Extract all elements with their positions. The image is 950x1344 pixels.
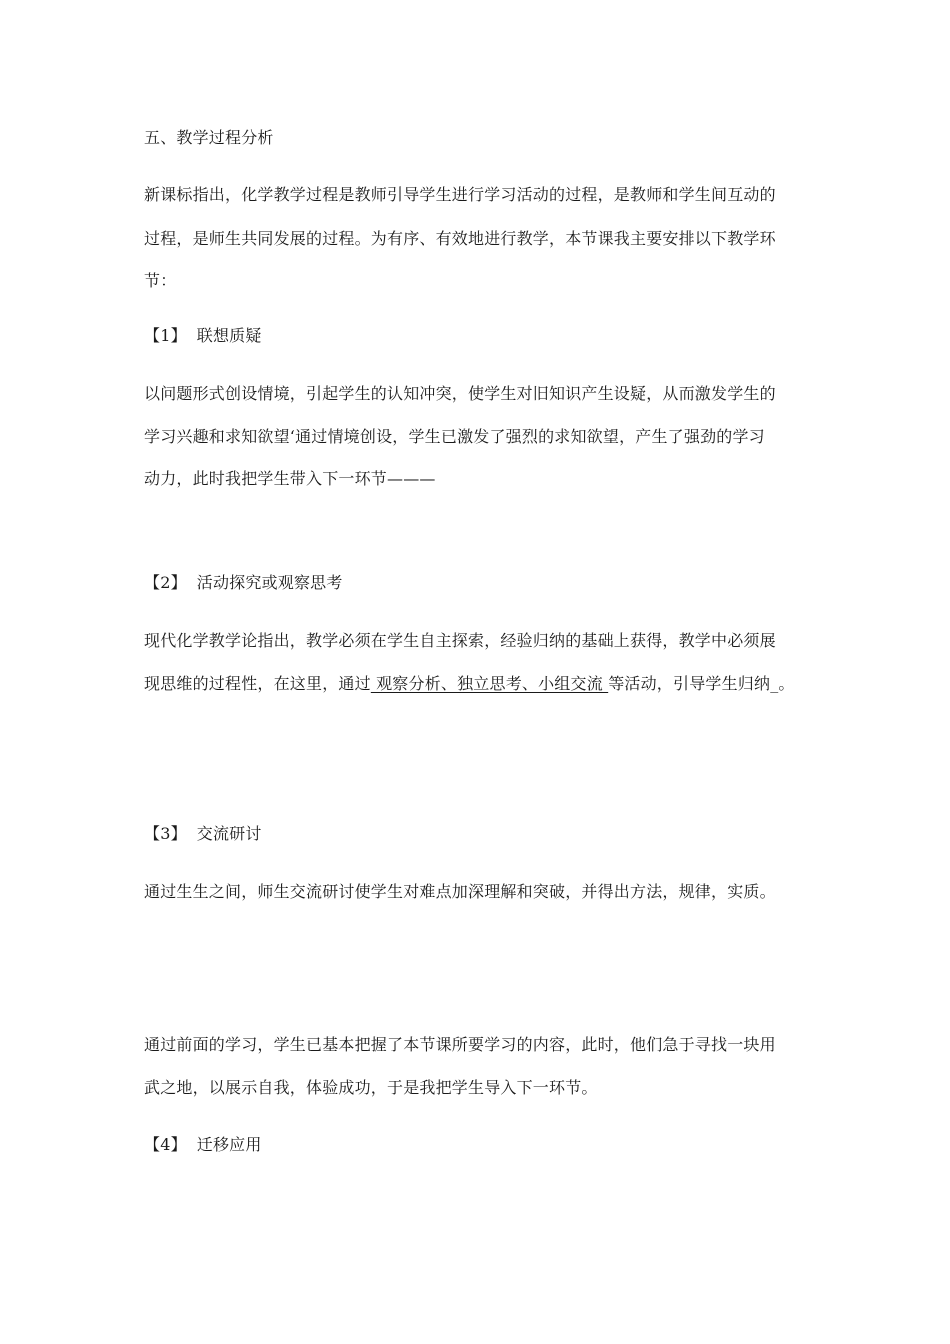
transition-line-1: 通过前面的学习，学生已基本把握了本节课所要学习的内容，此时，他们急于寻找一块用 bbox=[144, 1035, 776, 1054]
section-3-number: 【3】 bbox=[144, 824, 187, 843]
intro-line-3: 节： bbox=[144, 271, 177, 290]
section-2-line-2 bbox=[144, 674, 795, 694]
section-2-title: 活动探究或观察思考 bbox=[196, 573, 343, 592]
section-1-line-2: 学习兴趣和求知欲望‘通过情境创设，学生已激发了强烈的求知欲望，产生了强劲的学习 bbox=[144, 427, 765, 446]
section-1-title: 联想质疑 bbox=[196, 326, 262, 345]
section-2-number: 【2】 bbox=[144, 573, 187, 592]
intro-line-1: 新课标指出，化学教学过程是教师引导学生进行学习活动的过程，是教师和学生间互动的 bbox=[144, 185, 776, 204]
section-4-number: 【4】 bbox=[144, 1135, 187, 1154]
intro-line-2: 过程，是师生共同发展的过程。为有序、有效地进行教学，本节课我主要安排以下教学环 bbox=[144, 229, 776, 248]
section-2-line-2-pre: 现思维的过程性，在这里，通过 bbox=[144, 674, 371, 693]
section-4-title: 迁移应用 bbox=[196, 1135, 262, 1154]
section-2-line-2-post: 。 bbox=[778, 674, 795, 693]
section-1-line-1: 以问题形式创设情境，引起学生的认知冲突，使学生对旧知识产生设疑，从而激发学生的 bbox=[144, 384, 776, 403]
section-1-number: 【1】 bbox=[144, 326, 187, 345]
section-3-line-1: 通过生生之间，师生交流研讨使学生对难点加深理解和突破，并得出方法，规律，实质。 bbox=[144, 882, 776, 901]
section-2-line-1: 现代化学教学论指出，教学必须在学生自主探索，经验归纳的基础上获得，教学中必须展 bbox=[144, 631, 776, 650]
transition-line-2: 武之地，以展示自我，体验成功，于是我把学生导入下一环节。 bbox=[144, 1078, 598, 1097]
section-2-line-2-mid: 等活动，引导学生归纳 bbox=[608, 674, 771, 693]
section-heading bbox=[144, 128, 274, 148]
section-1-heading bbox=[144, 326, 262, 346]
section-1-line-3: 动力，此时我把学生带入下一环节——— bbox=[144, 469, 436, 488]
section-2-underlined-activities: 观察分析、独立思考、小组交流 bbox=[370, 674, 609, 693]
section-4-heading bbox=[144, 1135, 262, 1155]
section-3-heading bbox=[144, 824, 262, 844]
heading-text: 五、教学过程分析 bbox=[144, 128, 274, 147]
section-2-heading bbox=[144, 573, 343, 593]
section-3-title: 交流研讨 bbox=[196, 824, 262, 843]
section-2-blank: _ bbox=[770, 674, 779, 693]
